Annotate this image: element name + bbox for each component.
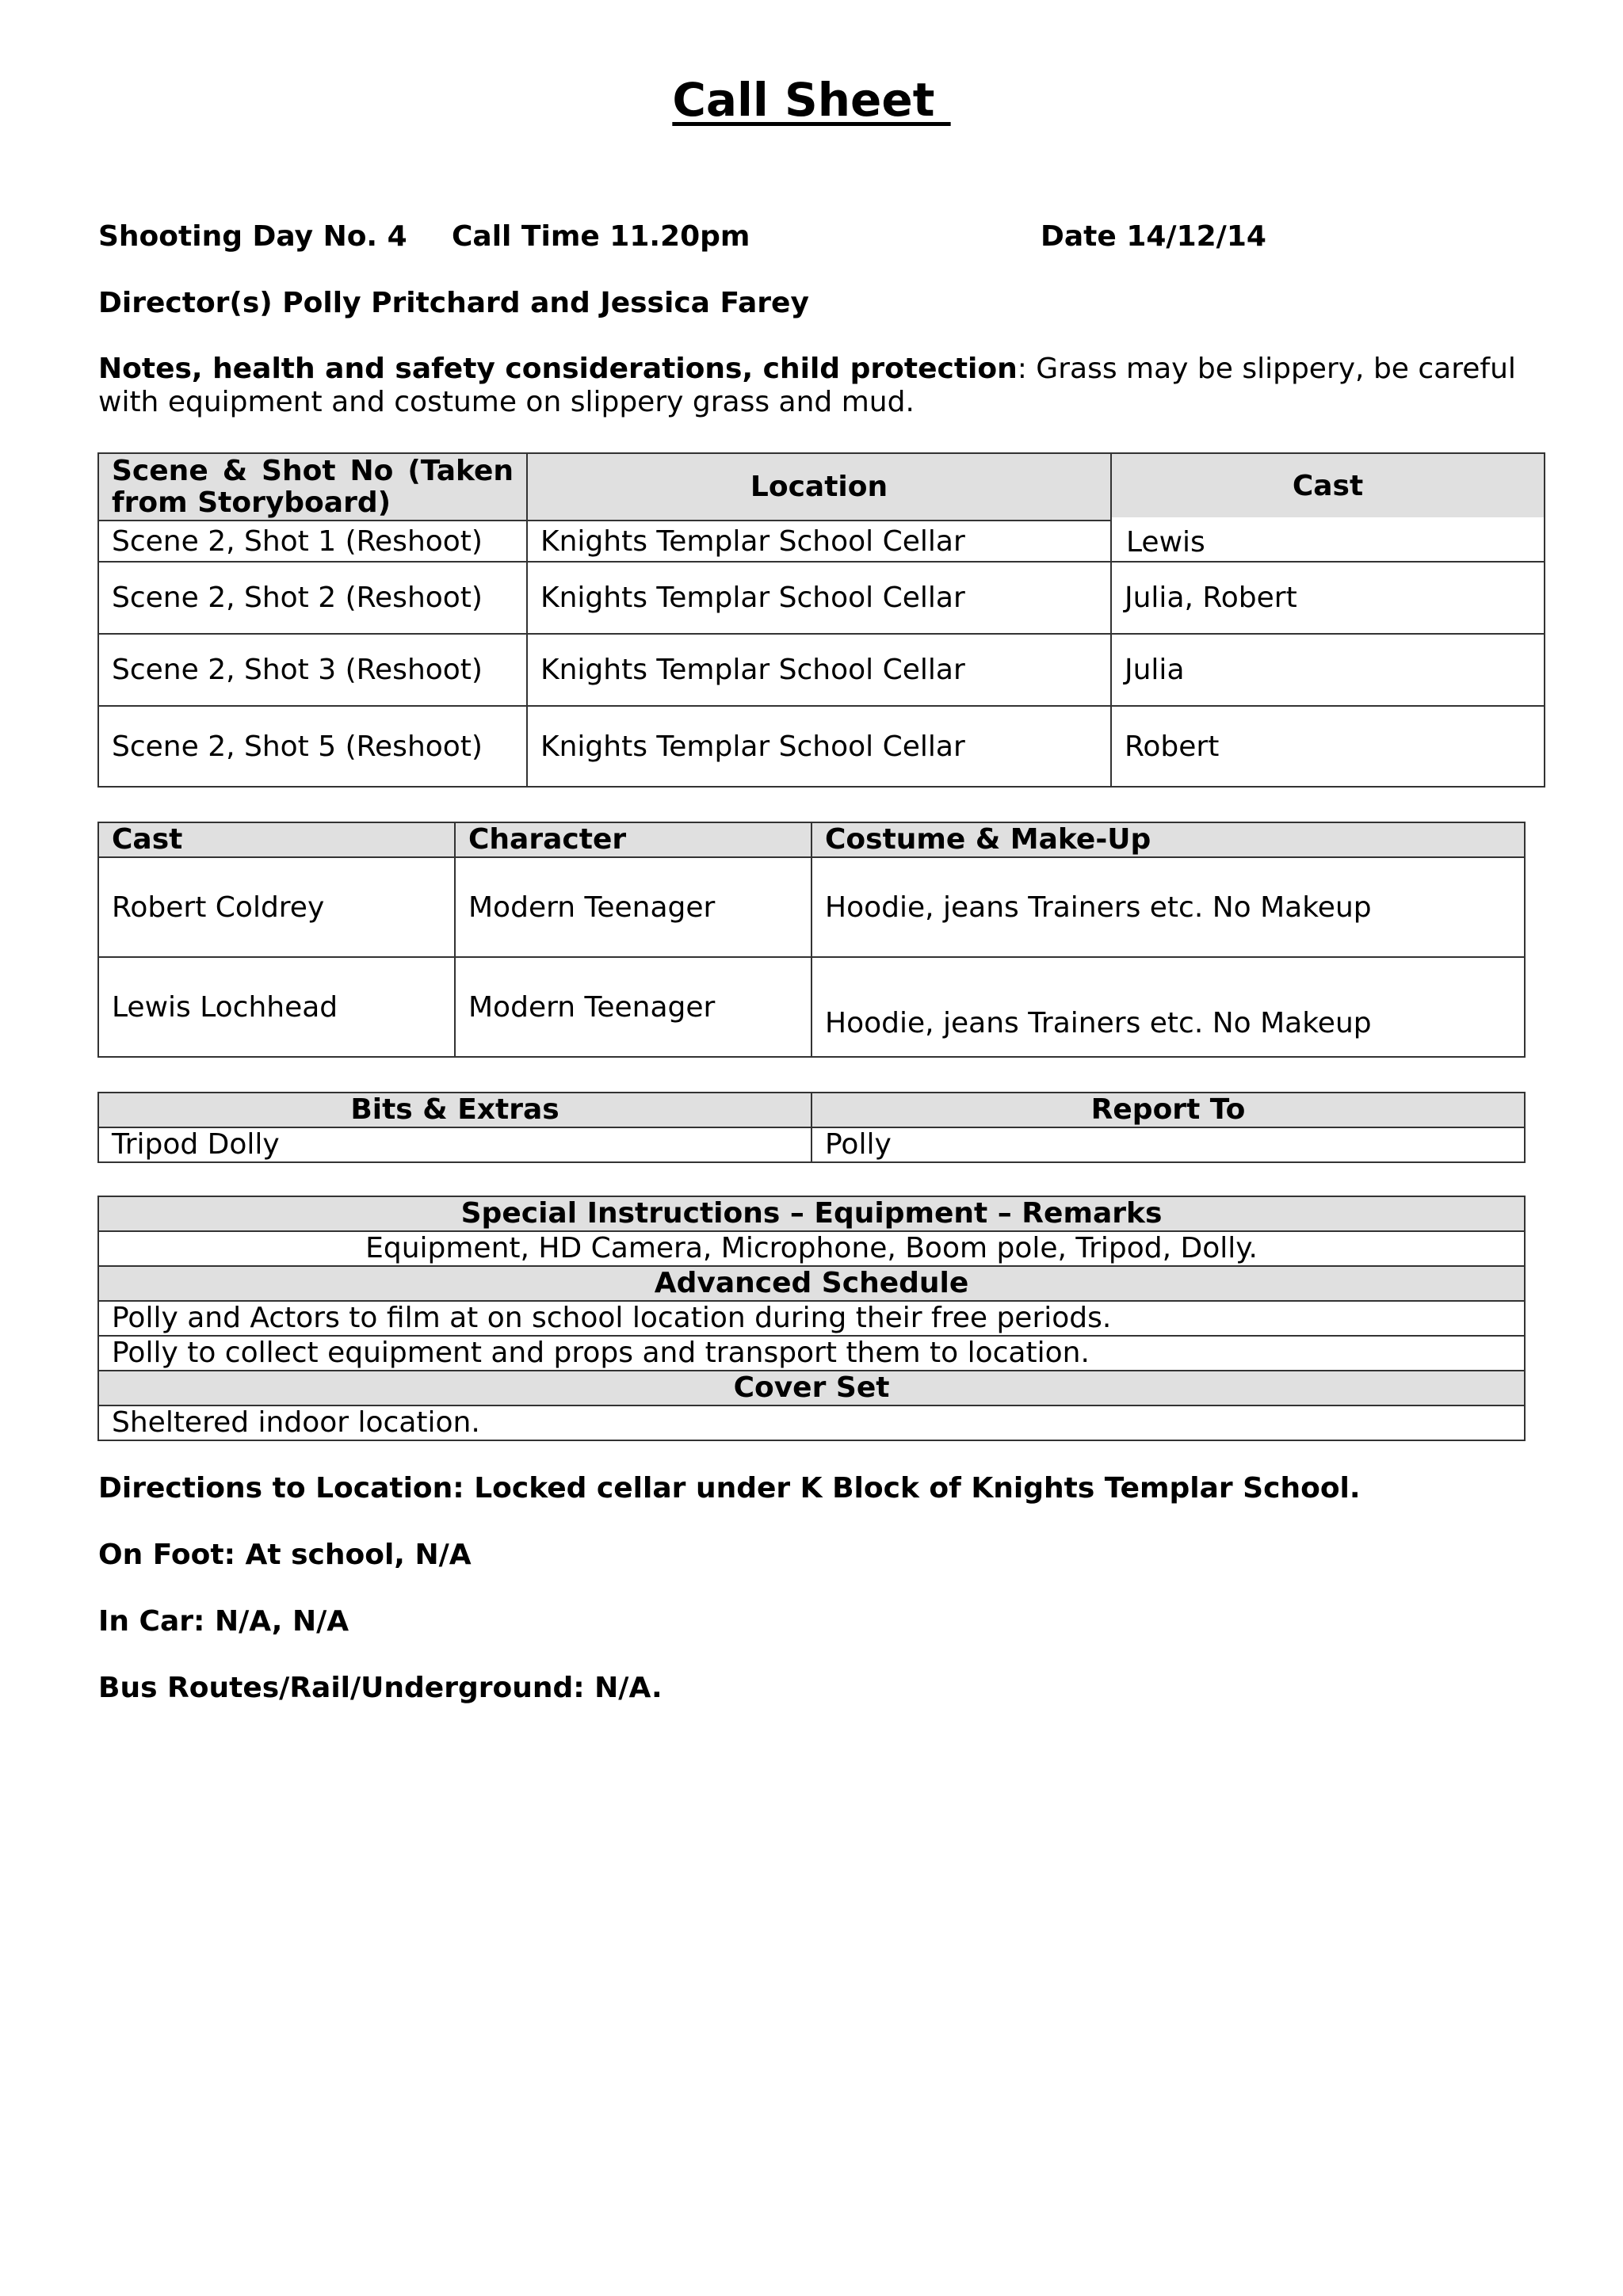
bits-report-to: Polly [812,1127,1525,1162]
cast-costume: Hoodie, jeans Trainers etc. No Makeup [812,857,1525,957]
advanced-item: Polly to collect equipment and props and transport them to location. [98,1336,1525,1371]
table-row [98,857,1525,957]
page-title: Call Sheet [672,73,951,127]
cast-costume: Hoodie, jeans Trainers etc. No Makeup [812,957,1525,1057]
cover-text: Sheltered indoor location. [98,1405,1525,1440]
advanced-header: Advanced Schedule [98,1266,1525,1301]
shoot-date: Date 14/12/14 [1041,220,1266,253]
cast-table-header [98,822,1525,857]
notes [98,353,1549,419]
directors: Director(s) Polly Pritchard and Jessica Farey [98,287,809,319]
table-row [98,562,1545,634]
cover-header: Cover Set [98,1371,1525,1405]
bits-header-item: Bits & Extras [98,1093,812,1127]
cast-header-character: Character [455,822,812,857]
shooting-day: Shooting Day No. 4 [98,220,407,253]
scene-shot: Scene 2, Shot 2 (Reshoot) [98,562,527,634]
bits-extras-table [97,1092,1526,1163]
cast-character: Modern Teenager [455,857,812,957]
advanced-item: Polly and Actors to film at on school location during their free periods. [98,1301,1525,1336]
scene-cast: Robert [1111,706,1545,787]
directions-on-foot: On Foot: At school, N/A [98,1539,472,1571]
scene-header-cast: Cast [1111,453,1545,562]
scene-location: Knights Templar School Cellar [527,634,1111,706]
directions-transit: Bus Routes/Rail/Underground: N/A. [98,1672,663,1704]
bits-header [98,1093,1525,1127]
cast-header-costume: Costume & Make-Up [812,822,1525,857]
cast-character: Modern Teenager [455,957,812,1057]
special-equipment: Equipment, HD Camera, Microphone, Boom pole, Tripod, Dolly. [98,1231,1525,1266]
scene-header-shot: Scene & Shot No (Taken from Storyboard) [98,453,527,521]
bits-header-report: Report To [812,1093,1525,1127]
scene-location: Knights Templar School Cellar [527,706,1111,787]
scene-cast: Julia [1111,634,1545,706]
cast-table [97,822,1526,1058]
special-header: Special Instructions – Equipment – Remarks [98,1196,1525,1231]
scene-cast: Lewis [1126,526,1205,559]
table-row [98,706,1545,787]
scene-shot: Scene 2, Shot 5 (Reshoot) [98,706,527,787]
directions-location: Directions to Location: Locked cellar under K Block of Knights Templar School. [98,1472,1361,1505]
notes-text: : Grass may be slippery, be careful with equipment and costume on slippery grass and mud. [98,353,1516,418]
call-time: Call Time 11.20pm [452,220,750,253]
table-row [98,634,1545,706]
notes-label: Notes, health and safety considerations, child protection [98,353,1018,385]
special-table [97,1196,1526,1441]
scene-header-location: Location [527,453,1111,521]
scene-cast: Julia, Robert [1111,562,1545,634]
scene-shot: Scene 2, Shot 3 (Reshoot) [98,634,527,706]
scene-table-header [98,453,1545,521]
cast-name: Lewis Lochhead [98,957,455,1057]
scene-table [97,452,1545,563]
scene-shot: Scene 2, Shot 1 (Reshoot) [98,521,527,562]
cast-header-cast: Cast [98,822,455,857]
cast-name: Robert Coldrey [98,857,455,957]
table-row [98,1127,1525,1162]
bits-item: Tripod Dolly [98,1127,812,1162]
table-row [98,957,1525,1057]
scene-table-body [97,561,1545,788]
scene-location: Knights Templar School Cellar [527,521,1111,562]
directions-in-car: In Car: N/A, N/A [98,1605,349,1638]
scene-location: Knights Templar School Cellar [527,562,1111,634]
